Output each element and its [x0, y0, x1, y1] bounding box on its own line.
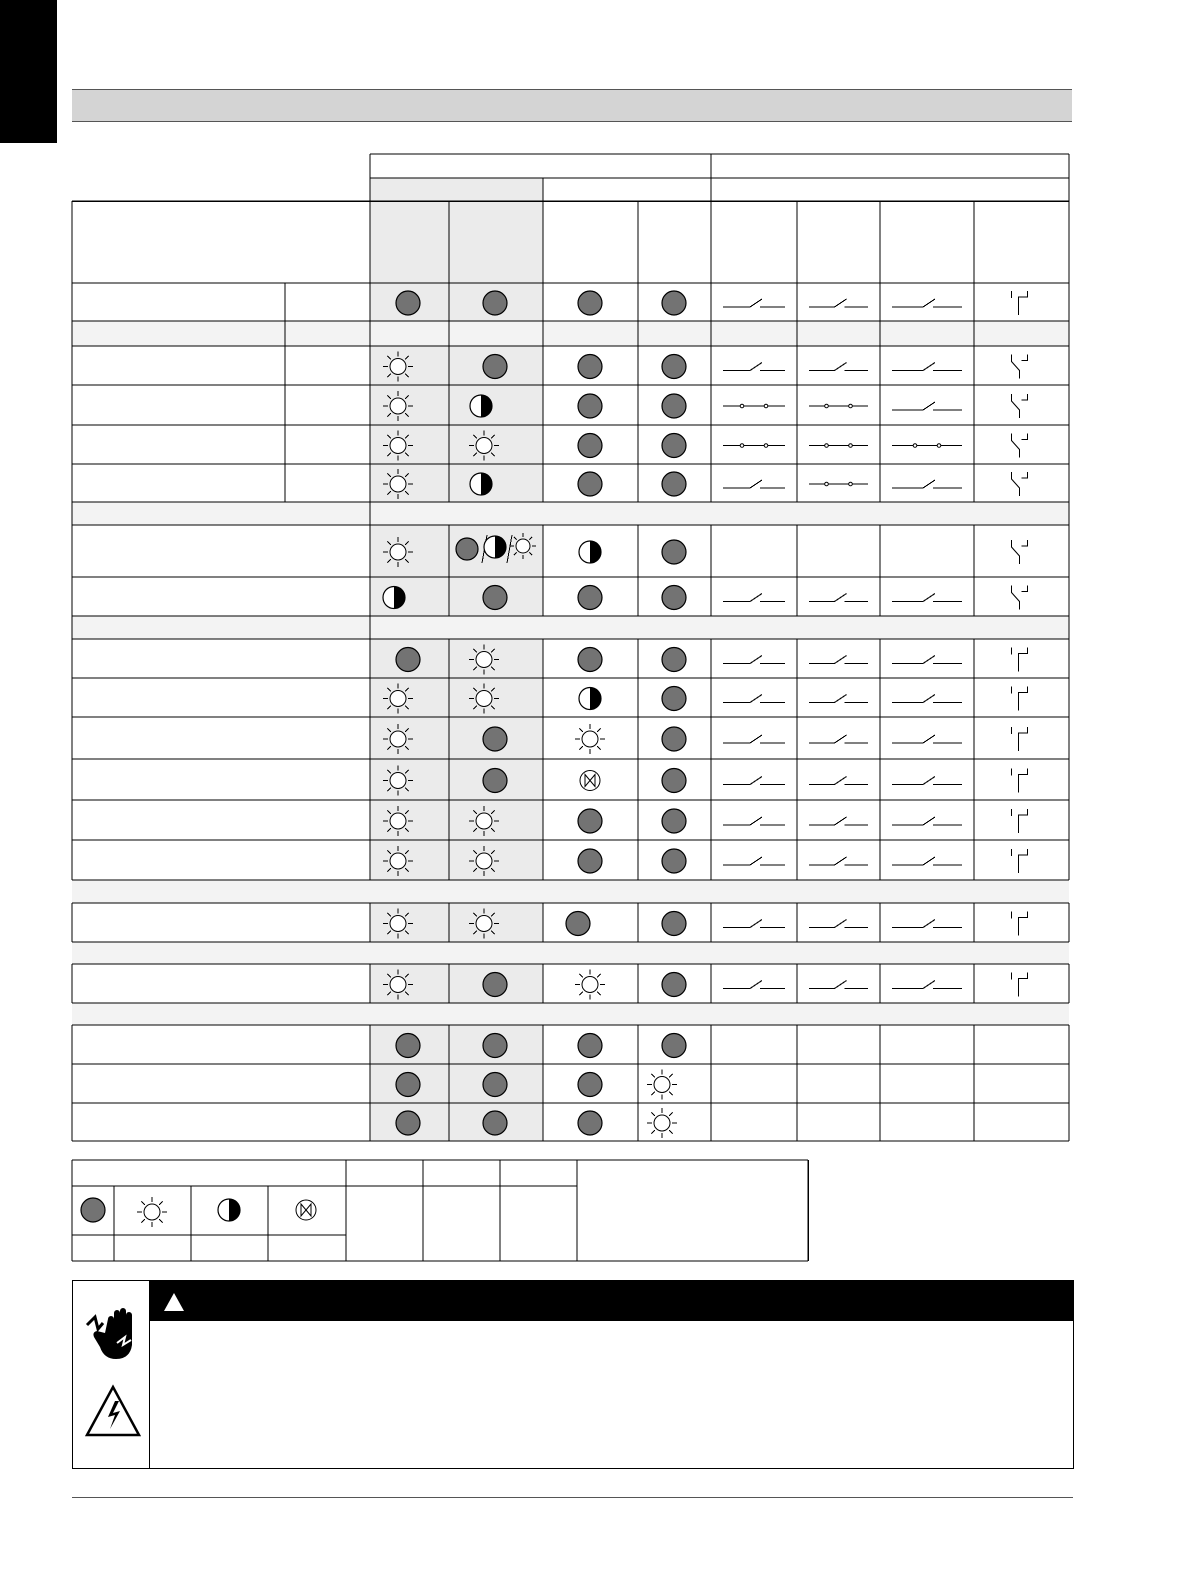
led-off-icon [662, 291, 686, 315]
relay-no-icon [1012, 472, 1028, 496]
led-blink-icon [579, 541, 601, 563]
relay-no-icon [1012, 355, 1028, 379]
led-on-icon [469, 909, 499, 939]
relay-nc-icon [1012, 912, 1028, 936]
led-blink-icon [470, 473, 492, 495]
led-on-icon [647, 1070, 677, 1100]
contact-open-icon [809, 695, 868, 703]
led-off-icon [662, 434, 686, 458]
led-off-icon [578, 1034, 602, 1058]
led-off-icon [396, 1073, 420, 1097]
separator-band [72, 616, 1069, 639]
led-off-icon [662, 472, 686, 496]
header-shade [370, 201, 543, 283]
led-on-icon [383, 391, 413, 421]
header-shade [370, 178, 543, 201]
contact-open-icon [892, 363, 962, 371]
separator-band [72, 321, 1069, 346]
led-off-icon [662, 769, 686, 793]
contact-open-icon [809, 363, 868, 371]
relay-no-icon [1012, 394, 1028, 418]
led-on-icon [383, 469, 413, 499]
contact-open-icon [892, 594, 962, 602]
led-off-icon [578, 586, 602, 610]
contact-open-icon [892, 981, 962, 989]
led-off-icon [566, 912, 590, 936]
contact-open-icon [809, 981, 868, 989]
legend-off-icon [81, 1198, 105, 1222]
led-off-icon [578, 355, 602, 379]
contact-open-icon [809, 299, 868, 307]
led-flash-icon [580, 771, 600, 791]
contact-open-icon [723, 857, 785, 865]
contact-open-icon [723, 656, 785, 664]
contact-open-icon [892, 920, 962, 928]
led-off-icon [662, 1034, 686, 1058]
separator-band [72, 880, 1069, 903]
led-off-icon [483, 355, 507, 379]
warning-icons [73, 1281, 149, 1470]
led-off-icon [662, 648, 686, 672]
contact-open-icon [723, 695, 785, 703]
led-on-icon [575, 724, 605, 754]
contact-open-icon [723, 480, 785, 488]
led-on-icon [647, 1108, 677, 1138]
contact-open-icon [723, 981, 785, 989]
led-off-icon [662, 687, 686, 711]
led-off-icon [662, 849, 686, 873]
led-off-icon [578, 648, 602, 672]
led-blink-icon [383, 587, 405, 609]
relay-nc-icon [1012, 973, 1028, 997]
relay-nc-icon [1012, 769, 1028, 793]
led-blink-icon [470, 395, 492, 417]
contact-open-icon [809, 817, 868, 825]
contact-closed-icon [723, 444, 785, 448]
led-on-icon [383, 846, 413, 876]
contact-open-icon [723, 299, 785, 307]
led-off-icon [396, 1111, 420, 1135]
led-off-icon [662, 355, 686, 379]
relay-nc-icon [1012, 687, 1028, 711]
contact-open-icon [892, 777, 962, 785]
contact-closed-icon [809, 444, 868, 448]
led-off-icon [483, 1073, 507, 1097]
led-off-icon [396, 291, 420, 315]
relay-nc-icon [1012, 648, 1028, 672]
contact-open-icon [723, 363, 785, 371]
contact-open-icon [723, 777, 785, 785]
relay-no-icon [1012, 540, 1028, 564]
led-on-icon [383, 909, 413, 939]
hand-shock-icon [87, 1308, 132, 1359]
led-on-icon [469, 431, 499, 461]
contact-open-icon [892, 857, 962, 865]
led-off-icon [578, 394, 602, 418]
led-off-icon [396, 1034, 420, 1058]
contact-open-icon [809, 920, 868, 928]
contact-open-icon [809, 656, 868, 664]
led-off-icon [662, 394, 686, 418]
contact-open-icon [892, 735, 962, 743]
led-off-icon [662, 973, 686, 997]
contact-open-icon [892, 299, 962, 307]
led-on-icon [383, 970, 413, 1000]
led-off-icon [578, 809, 602, 833]
led-off-icon [483, 1111, 507, 1135]
contact-open-icon [809, 594, 868, 602]
led-off-icon [662, 912, 686, 936]
led-on-icon [383, 684, 413, 714]
led-blink-icon [579, 688, 601, 710]
led-off-icon [578, 291, 602, 315]
led-on-icon [469, 645, 499, 675]
led-off-icon [578, 849, 602, 873]
relay-nc-icon [1012, 727, 1028, 751]
warning-header [149, 1281, 1073, 1321]
led-off-icon [396, 648, 420, 672]
contact-open-icon [723, 817, 785, 825]
led-flash-icon [296, 1200, 316, 1220]
led-on-icon [469, 684, 499, 714]
led-on-icon [383, 806, 413, 836]
contact-closed-icon [809, 404, 868, 408]
contact-open-icon [723, 594, 785, 602]
contact-open-icon [809, 777, 868, 785]
warning-box [72, 1280, 1074, 1469]
footer-rule [72, 1497, 1073, 1498]
led-off-icon [483, 291, 507, 315]
led-off-icon [483, 727, 507, 751]
contact-closed-icon [723, 404, 785, 408]
relay-nc-icon [1012, 291, 1028, 315]
contact-closed-icon [809, 482, 868, 486]
relay-nc-icon [1012, 849, 1028, 873]
warning-icon-column [73, 1281, 150, 1468]
contact-open-icon [892, 480, 962, 488]
contact-open-icon [723, 920, 785, 928]
led-on-icon [383, 431, 413, 461]
led-on-icon [383, 766, 413, 796]
led-blink-icon [218, 1199, 240, 1221]
led-on-icon [469, 846, 499, 876]
led-off-icon [662, 586, 686, 610]
warning-triangle-icon [163, 1292, 185, 1312]
led-on-icon [383, 352, 413, 382]
led-off-icon [578, 1111, 602, 1135]
contact-open-icon [892, 817, 962, 825]
led-off-icon [578, 434, 602, 458]
led-off-icon [483, 1034, 507, 1058]
led-on-icon [575, 970, 605, 1000]
separator-band [72, 1003, 1069, 1025]
contact-open-icon [723, 735, 785, 743]
contact-open-icon [892, 656, 962, 664]
led-off-icon [578, 1073, 602, 1097]
contact-open-icon [809, 735, 868, 743]
led-off-icon [662, 540, 686, 564]
led-on-icon [383, 537, 413, 567]
led-on-icon [137, 1197, 167, 1227]
separator-band [72, 942, 1069, 964]
led-off-icon [483, 769, 507, 793]
led-off-icon [662, 727, 686, 751]
relay-nc-icon [1012, 809, 1028, 833]
contact-open-icon [892, 402, 962, 410]
separator-band [72, 502, 1069, 525]
led-off-icon [483, 973, 507, 997]
contact-open-icon [809, 857, 868, 865]
led-off-icon [662, 809, 686, 833]
contact-closed-icon [892, 444, 962, 448]
led-off-icon [578, 472, 602, 496]
led-on-icon [383, 724, 413, 754]
relay-no-icon [1012, 586, 1028, 610]
high-voltage-triangle-icon [87, 1387, 139, 1435]
led-on-icon [469, 806, 499, 836]
contact-open-icon [892, 695, 962, 703]
relay-no-icon [1012, 434, 1028, 458]
led-off-icon [483, 586, 507, 610]
